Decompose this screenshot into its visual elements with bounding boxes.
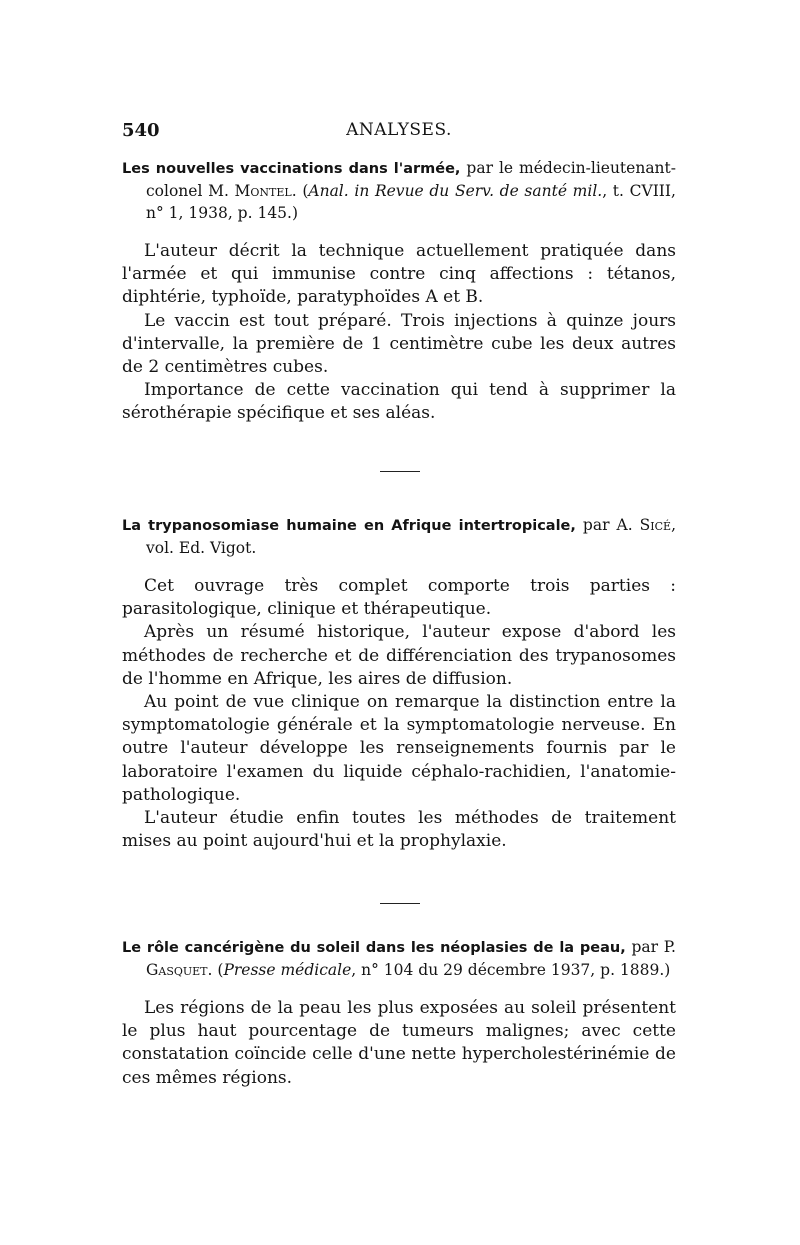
article-trypanosomiase [122, 514, 676, 853]
running-head: ANALYSES. [346, 120, 452, 140]
article-title [122, 157, 676, 224]
page-number: 540 [122, 120, 160, 141]
article-title [122, 514, 676, 559]
byline-pre: par le médecin-lieutenant-colonel M. [146, 159, 677, 200]
section-divider [380, 903, 420, 904]
section-divider [380, 471, 420, 472]
paragraph: Importance de cette vaccination qui tend à supprimer la sérothérapie spécifique et ses aléas. [122, 380, 676, 424]
paragraph: Le vaccin est tout préparé. Trois injections à quinze jours d'intervalle, la première de 1 centimètre cube les deux autres de 2 centimètres cubes. [122, 310, 676, 378]
author-name: Sicé [639, 516, 672, 534]
author-name: Montel [234, 182, 292, 200]
byline-post: . ( [207, 961, 224, 979]
paragraph: Après un résumé historique, l'auteur expose d'abord les méthodes de recherche et de différenciation des trypanosomes de l'homme en Afrique, les aires de diffusion. [122, 622, 676, 689]
byline-pre: par P. [625, 938, 676, 956]
article-title [122, 936, 676, 981]
source-title: Anal. in Revue du Serv. de santé mil. [308, 182, 603, 200]
byline-post: . ( [291, 182, 309, 200]
author-name: Gasquet [146, 961, 208, 979]
source-title: Presse médicale [223, 961, 352, 979]
article-title-lead: Les nouvelles vaccinations dans l'armée, [122, 161, 461, 177]
article-title-lead: Le rôle cancérigène du soleil dans les néoplasies de la peau, [122, 940, 626, 956]
paragraph: Les régions de la peau les plus exposées au soleil présentent le plus haut pourcentage de tumeurs malignes; avec cette constatation coïncide celle d'une nette hypercholestérinémie de ces mêmes régions. [122, 998, 676, 1088]
paragraph: L'auteur étudie enfin toutes les méthodes de traitement mises au point aujourd'hui et la prophylaxie. [122, 808, 676, 852]
page-header [122, 120, 676, 144]
article-title-lead: La trypanosomiase humaine en Afrique intertropicale, [122, 518, 576, 534]
paragraph: Au point de vue clinique on remarque la distinction entre la symptomatologie générale et la symptomatologie nerveuse. En outre l'auteur développe les renseignements fournis par le laboratoire l'examen du liquide céphalo-rachidien, l'anatomie-pathologique. [122, 692, 676, 805]
article-body [122, 997, 676, 1090]
article-body [122, 575, 676, 853]
source-ref: , n° 104 du 29 décembre 1937, p. 1889.) [351, 961, 671, 979]
article-body [122, 240, 676, 426]
article-cancerigene [122, 936, 676, 1090]
paragraph: Cet ouvrage très complet comporte trois parties : parasitologique, clinique et thérapeutique. [122, 576, 676, 620]
paragraph: L'auteur décrit la technique actuellement pratiquée dans l'armée et qui immunise contre cinq affections : tétanos, diphtérie, typhoïde, paratyphoïdes A et B. [122, 241, 676, 308]
source-ref: , t. CVIII, n° 1, 1938, p. 145.) [146, 182, 676, 222]
article-vaccinations [122, 157, 676, 426]
byline-pre: par A. [575, 516, 640, 534]
byline-post: , vol. Ed. Vigot. [146, 516, 676, 557]
